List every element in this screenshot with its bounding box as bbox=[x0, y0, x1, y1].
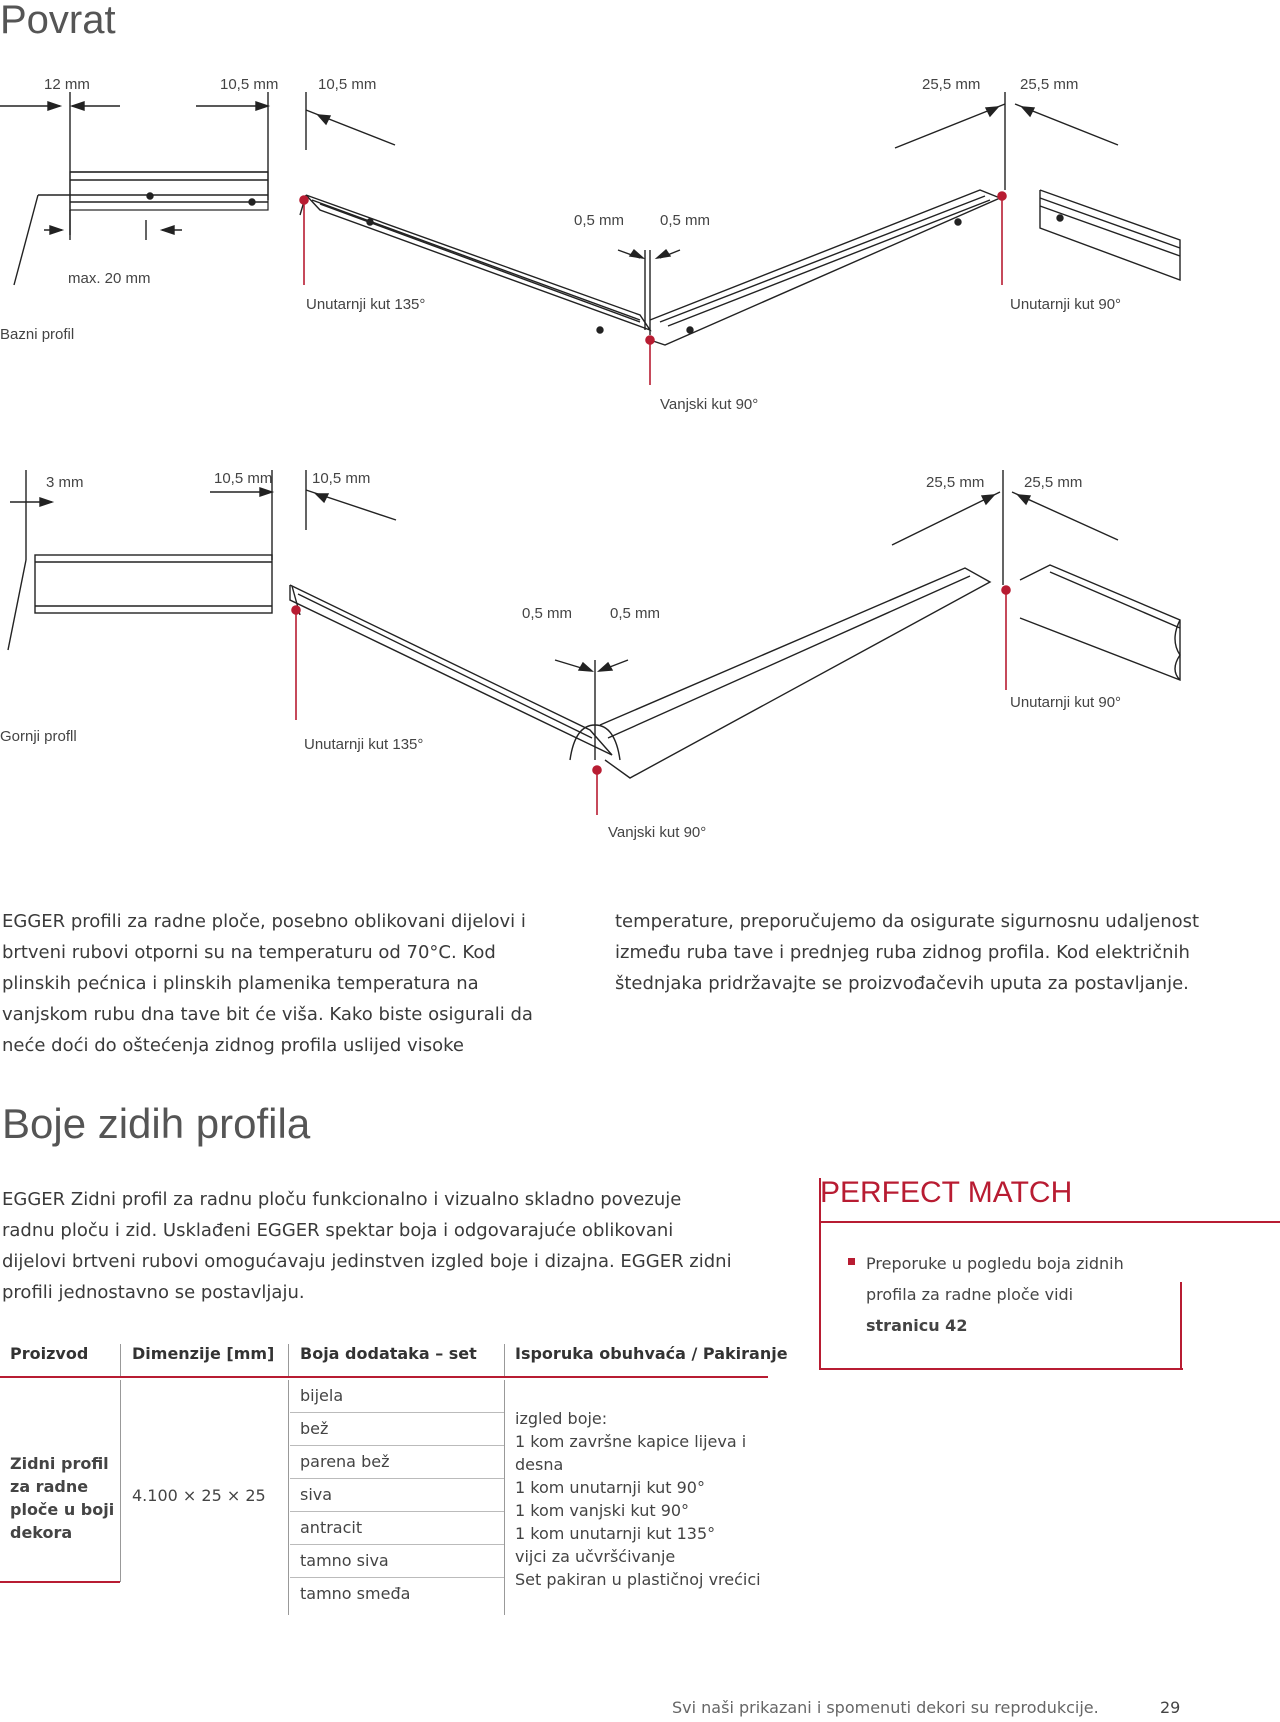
list-item: siva bbox=[290, 1479, 504, 1512]
dim-label: 25,5 mm bbox=[922, 76, 981, 93]
dim-label: 0,5 mm bbox=[660, 212, 711, 229]
table-cell-product: Zidni profil za radne ploče u boji dekora bbox=[10, 1454, 115, 1542]
dim-label: 3 mm bbox=[46, 474, 84, 491]
diagram-label-inner-90: Unutarnji kut 90° bbox=[1010, 296, 1122, 313]
perfect-match-title: PERFECT MATCH bbox=[820, 1176, 1073, 1209]
table-header-dimensions: Dimenzije [mm] bbox=[132, 1344, 275, 1363]
dim-label: 10,5 mm bbox=[214, 470, 273, 487]
perfect-match-text bbox=[866, 1248, 1146, 1341]
dim-label: 10,5 mm bbox=[312, 470, 371, 487]
list-item: Set pakiran u plastičnoj vrećici bbox=[515, 1570, 761, 1589]
section-intro: EGGER Zidni profil za radnu ploču funkcionalno i vizualno skladno povezuje radnu ploču i zid. Usklađeni EGGER spektar boja i odgovarajuće oblikovani dijelovi brtveni rubovi omogućavaju jedinstven izgled boje i dizajna. EGGER zidni profili jednostavno se postavljaju. bbox=[2, 1189, 732, 1303]
dim-label: 0,5 mm bbox=[610, 605, 661, 622]
dim-label: 25,5 mm bbox=[1024, 474, 1083, 491]
footer-note: Svi naši prikazani i spomenuti dekori su reprodukcije. bbox=[672, 1698, 1099, 1717]
list-item: tamno smeđa bbox=[300, 1584, 411, 1603]
diagram-label-inner-135: Unutarnji kut 135° bbox=[304, 736, 424, 753]
dim-label: 12 mm bbox=[44, 76, 90, 93]
perfect-match-side-rule bbox=[1180, 1282, 1182, 1368]
table-header-product: Proizvod bbox=[10, 1344, 89, 1363]
back-button[interactable]: Povrat bbox=[0, 0, 116, 42]
dim-label: 0,5 mm bbox=[522, 605, 573, 622]
list-item: izgled boje: bbox=[515, 1409, 608, 1428]
list-item: 1 kom unutarnji kut 90° bbox=[515, 1478, 705, 1497]
body-text-col2: temperature, preporučujemo da osigurate sigurnosnu udaljenost između ruba tave i prednjeg ruba zidnog profila. Kod električnih štednjaka pridržavajte se proizvođačevih uputa za postavljanje. bbox=[615, 911, 1200, 994]
diagram-label-inner-90: Unutarnji kut 90° bbox=[1010, 694, 1122, 711]
list-item: 1 kom vanjski kut 90° bbox=[515, 1501, 690, 1520]
table-divider bbox=[504, 1380, 505, 1615]
list-item: antracit bbox=[290, 1512, 504, 1545]
list-item: parena bež bbox=[290, 1446, 504, 1479]
dim-label: 10,5 mm bbox=[220, 76, 279, 93]
table-header-colors: Boja dodataka – set bbox=[300, 1344, 477, 1363]
delivery-list bbox=[515, 1407, 765, 1591]
table-header-rule bbox=[0, 1376, 768, 1378]
dim-label: 25,5 mm bbox=[926, 474, 985, 491]
list-item: vijci za učvršćivanje bbox=[515, 1547, 676, 1566]
body-text-col1: EGGER profili za radne ploče, posebno oblikovani dijelovi i brtveni rubovi otporni su na temperaturu od 70°C. Kod plinskih pećnica i plinskih plamenika temperatura na vanjskom rubu dna tave bit će viša. Kako biste osigurali da neće doći do oštećenja zidnog profila uslijed visoke bbox=[2, 911, 533, 1056]
table-divider bbox=[288, 1344, 289, 1376]
color-list bbox=[290, 1380, 504, 1610]
list-item: tamno siva bbox=[290, 1545, 504, 1578]
diagram-label-inner-135: Unutarnji kut 135° bbox=[306, 296, 426, 313]
table-divider bbox=[504, 1344, 505, 1376]
diagram-label-gornji: Gornji profll bbox=[0, 728, 77, 745]
perfect-match-rule bbox=[819, 1221, 1280, 1223]
diagram-label-outer-90: Vanjski kut 90° bbox=[660, 396, 759, 413]
list-item: 1 kom unutarnji kut 135° bbox=[515, 1524, 716, 1543]
diagram-label-outer-90: Vanjski kut 90° bbox=[608, 824, 707, 841]
dim-label: 0,5 mm bbox=[574, 212, 625, 229]
dim-label: max. 20 mm bbox=[68, 270, 151, 287]
dim-label: 10,5 mm bbox=[318, 76, 377, 93]
table-divider bbox=[120, 1344, 121, 1376]
list-item: 1 kom završne kapice lijeva i desna bbox=[515, 1432, 747, 1474]
bullet-icon bbox=[848, 1258, 855, 1265]
diagram-label-bazni: Bazni profil bbox=[0, 326, 75, 343]
table-divider bbox=[120, 1380, 121, 1582]
table-divider bbox=[288, 1380, 289, 1615]
table-bottom-rule bbox=[0, 1581, 120, 1583]
perfect-match-link[interactable]: stranicu 42 bbox=[866, 1316, 968, 1335]
perfect-match-desc: Preporuke u pogledu boja zidnih profila za radne ploče vidi bbox=[866, 1254, 1124, 1304]
list-item: bijela bbox=[290, 1380, 504, 1413]
table-cell-dimensions: 4.100 × 25 × 25 bbox=[132, 1486, 266, 1505]
list-item: bež bbox=[290, 1413, 504, 1446]
dim-label: 25,5 mm bbox=[1020, 76, 1079, 93]
page-number: 29 bbox=[1160, 1698, 1181, 1717]
profile-diagram bbox=[0, 60, 1280, 860]
section-title: Boje zidih profila bbox=[2, 1100, 311, 1147]
table-header-delivery: Isporuka obuhvaća / Pakiranje bbox=[515, 1344, 788, 1363]
